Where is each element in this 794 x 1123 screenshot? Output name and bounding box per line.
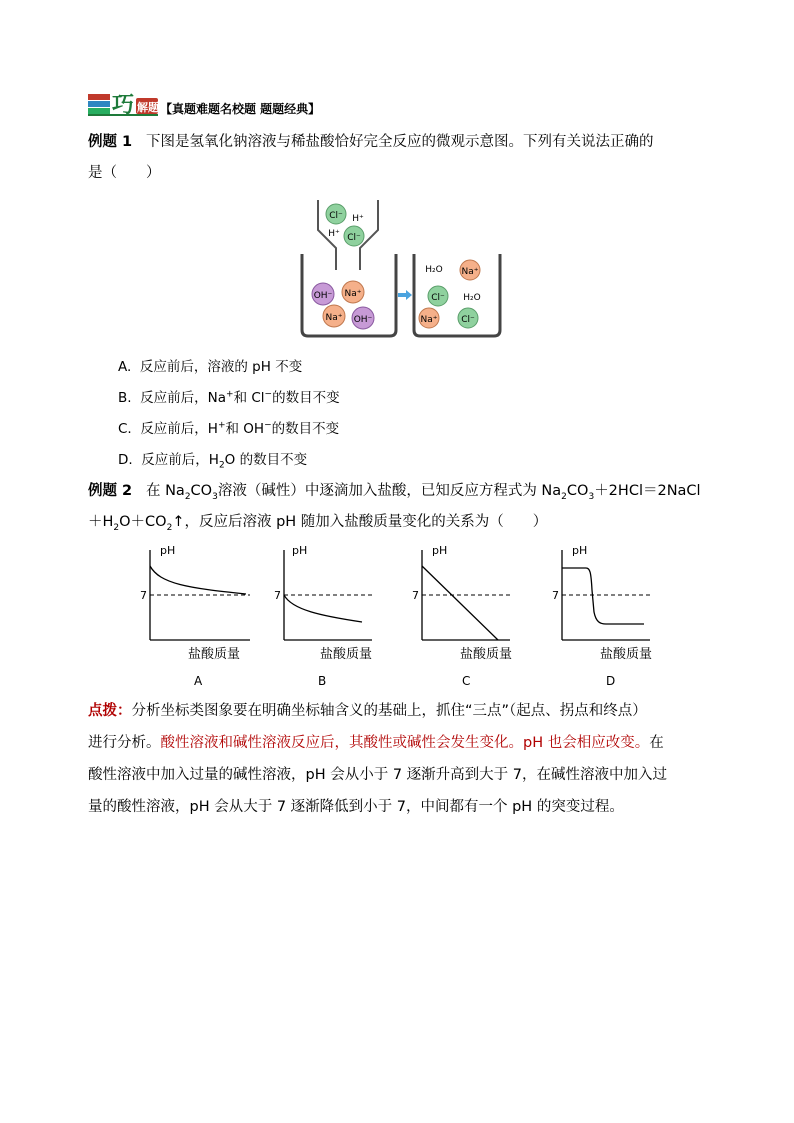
ion-cl-1 [326, 204, 346, 224]
tip-label: 点拨： [88, 703, 132, 719]
ex2-label: 例题 2 [88, 483, 133, 499]
svg-text:Na⁺: Na⁺ [420, 315, 438, 325]
banner-logo [88, 88, 158, 118]
ion-cl-4 [458, 308, 478, 328]
tick-7: 7 [412, 589, 419, 602]
x-axis-label: 盐酸质量 [320, 647, 373, 662]
option-label: D [606, 674, 616, 688]
svg-text:巧: 巧 [112, 93, 135, 118]
svg-text:H₂O: H₂O [425, 265, 443, 275]
tick-7: 7 [140, 589, 147, 602]
svg-text:Na⁺: Na⁺ [344, 289, 362, 299]
ion-na-2 [323, 305, 345, 327]
reaction-diagram [296, 196, 506, 344]
tip-line2: 进行分析。酸性溶液和碱性溶液反应后，其酸性或碱性会发生变化。pH 也会相应改变。在 [88, 735, 664, 751]
svg-text:解题: 解题 [137, 101, 158, 114]
svg-text:Na⁺: Na⁺ [325, 313, 343, 323]
svg-text:OH⁻: OH⁻ [353, 315, 373, 325]
option-label: B [318, 674, 327, 688]
y-axis-label: pH [572, 544, 588, 557]
tick-7: 7 [274, 589, 281, 602]
ion-na-4 [419, 308, 439, 328]
ex1-option-c: C. 反应前后，H+和 OH−的数目不变 [118, 420, 340, 437]
ex2-line2: $+H_2O+CO_2↑$，反应后溶液 pH 随加入盐酸质量变化的关系为（ ） [88, 514, 548, 533]
svg-text:Cl⁻: Cl⁻ [461, 315, 475, 325]
y-axis-label: pH [292, 544, 308, 557]
ion-oh-1 [312, 283, 334, 305]
svg-text:Na⁺: Na⁺ [461, 267, 479, 277]
ph-chart-b [272, 540, 392, 690]
svg-text:Cl⁻: Cl⁻ [431, 293, 445, 303]
ph-chart-d [550, 540, 670, 690]
svg-text:H⁺: H⁺ [328, 229, 340, 239]
ex2-line1: 例题 2 在 $Na_2CO_3$溶液（碱性）中逐滴加入盐酸，已知反应方程式为 $Na_2CO_3+2HCl=2NaCl$ [88, 483, 701, 502]
ion-h-1 [352, 214, 364, 224]
ion-na-3 [460, 260, 480, 280]
particle-h2o-2 [463, 293, 480, 303]
particle-h2o-1 [425, 265, 442, 275]
ph-curve-b [284, 595, 362, 622]
ion-h-2 [328, 229, 340, 239]
svg-text:Cl⁻: Cl⁻ [329, 211, 343, 221]
ex1-option-a: A. 反应前后，溶液的 pH 不变 [118, 359, 303, 375]
ph-curve-a [150, 566, 246, 594]
ion-cl-3 [428, 286, 448, 306]
tip-line1: 点拨：分析坐标类图象要在明确坐标轴含义的基础上，抓住“三点”（起点、拐点和终点） [88, 703, 647, 719]
option-label: C [462, 674, 471, 688]
ex1-line2: 是（ ） [88, 165, 161, 181]
ph-chart-a [138, 540, 258, 690]
ex1-line1: 例题 1 下图是氢氧化钠溶液与稀盐酸恰好完全反应的微观示意图。下列有关说法正确的 [88, 134, 654, 150]
x-axis-label: 盐酸质量 [188, 647, 241, 662]
svg-text:H⁺: H⁺ [352, 214, 364, 224]
x-axis-label: 盐酸质量 [460, 647, 513, 662]
ph-curve-d [562, 568, 644, 624]
x-axis-label: 盐酸质量 [600, 647, 653, 662]
svg-text:Cl⁻: Cl⁻ [347, 233, 361, 243]
ex1-option-b: B. 反应前后，Na+和 Cl−的数目不变 [118, 389, 340, 406]
y-axis-label: pH [432, 544, 448, 557]
tip-line4: 量的酸性溶液，pH 会从大于 7 逐渐降低到小于 7，中间都有一个 pH 的突变过程。 [88, 799, 624, 815]
banner-tag: 【真题难题名校题 题题经典】 [160, 102, 321, 116]
ion-na-1 [342, 281, 364, 303]
ex1-option-d: D. 反应前后，$H_2O$ 的数目不变 [118, 452, 308, 471]
ex1-label: 例题 1 [88, 134, 133, 150]
ion-oh-2 [352, 307, 374, 329]
option-label: A [194, 674, 203, 688]
ph-curve-c [422, 566, 498, 640]
y-axis-label: pH [160, 544, 176, 557]
ion-cl-2 [344, 226, 364, 246]
ph-chart-c [410, 540, 530, 690]
svg-text:OH⁻: OH⁻ [313, 291, 333, 301]
tip-line3: 酸性溶液中加入过量的碱性溶液，pH 会从小于 7 逐渐升高到大于 7，在碱性溶液中加入过 [88, 767, 667, 783]
tick-7: 7 [552, 589, 559, 602]
svg-text:H₂O: H₂O [463, 293, 481, 303]
